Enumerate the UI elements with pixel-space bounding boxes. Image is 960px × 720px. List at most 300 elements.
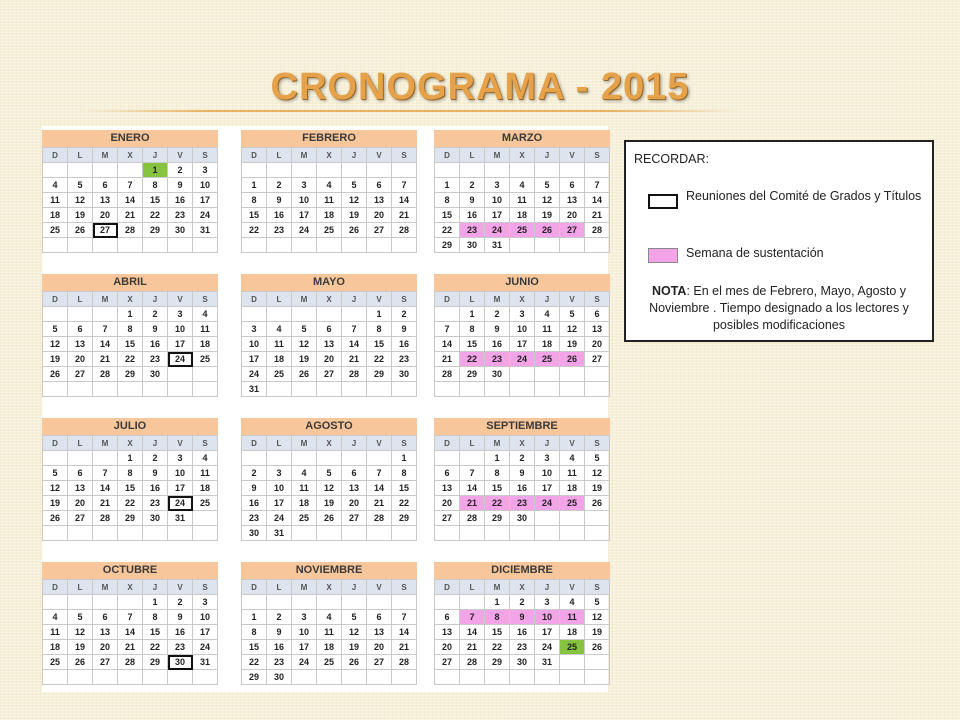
day-cell: 7: [460, 466, 485, 481]
day-cell: 25: [317, 223, 342, 238]
week-row: [242, 367, 417, 382]
weekday-label: J: [535, 436, 560, 451]
day-cell: 16: [510, 625, 535, 640]
day-cell: 28: [342, 367, 367, 382]
day-cell: 26: [535, 223, 560, 238]
title-underline: [80, 110, 740, 112]
week-row: [435, 322, 610, 337]
weekday-row: [242, 148, 417, 163]
weekday-label: S: [193, 148, 218, 163]
empty-cell: [367, 382, 392, 397]
week-row: [435, 367, 610, 382]
day-cell: 17: [535, 625, 560, 640]
day-cell: 19: [68, 640, 93, 655]
day-cell: 24: [193, 640, 218, 655]
day-cell: 15: [118, 337, 143, 352]
empty-cell: [93, 382, 118, 397]
month-title: ABRIL: [42, 274, 218, 291]
empty-cell: [367, 670, 392, 685]
day-cell: 3: [292, 610, 317, 625]
month-junio: [434, 274, 610, 397]
week-row: [242, 163, 417, 178]
empty-cell: [485, 670, 510, 685]
day-cell: 5: [585, 451, 610, 466]
day-cell: 6: [93, 610, 118, 625]
empty-cell: [560, 655, 585, 670]
day-cell: 27: [435, 511, 460, 526]
day-cell: 7: [118, 610, 143, 625]
empty-cell: [292, 382, 317, 397]
day-cell: 11: [292, 481, 317, 496]
day-cell: 7: [93, 322, 118, 337]
empty-cell: [585, 670, 610, 685]
defense-week-swatch: [648, 248, 678, 263]
day-cell: 3: [535, 451, 560, 466]
day-cell: 7: [93, 466, 118, 481]
week-row: [43, 466, 218, 481]
empty-cell: [560, 670, 585, 685]
day-cell: 7: [460, 610, 485, 625]
day-cell: 27: [435, 655, 460, 670]
week-row: [242, 382, 417, 397]
empty-cell: [535, 526, 560, 541]
empty-cell: [460, 670, 485, 685]
empty-cell: [93, 451, 118, 466]
day-cell: 29: [460, 367, 485, 382]
weekday-label: M: [93, 148, 118, 163]
empty-cell: [435, 307, 460, 322]
month-title: AGOSTO: [241, 418, 417, 435]
empty-cell: [168, 670, 193, 685]
day-cell: 5: [68, 178, 93, 193]
weekday-label: X: [510, 436, 535, 451]
day-cell: 23: [510, 640, 535, 655]
day-cell: 14: [93, 337, 118, 352]
day-cell: 17: [242, 352, 267, 367]
day-cell: 28: [118, 223, 143, 238]
weekday-label: J: [143, 580, 168, 595]
day-cell: 1: [242, 178, 267, 193]
week-row: [435, 178, 610, 193]
weekday-label: L: [267, 580, 292, 595]
week-row: [435, 655, 610, 670]
day-cell: 17: [535, 481, 560, 496]
weekday-label: V: [560, 580, 585, 595]
day-cell: 24: [168, 352, 193, 367]
day-cell: 25: [560, 640, 585, 655]
day-cell: 5: [535, 178, 560, 193]
weekday-label: X: [118, 580, 143, 595]
day-cell: 19: [317, 496, 342, 511]
weekday-label: S: [193, 292, 218, 307]
month-noviembre: [241, 562, 417, 685]
day-cell: 19: [342, 208, 367, 223]
day-cell: 25: [267, 367, 292, 382]
empty-cell: [560, 238, 585, 253]
day-cell: 28: [460, 655, 485, 670]
month-agosto: [241, 418, 417, 541]
month-mayo: [241, 274, 417, 397]
week-row: [242, 511, 417, 526]
empty-cell: [460, 382, 485, 397]
week-row: [43, 223, 218, 238]
month-title: ENERO: [42, 130, 218, 147]
empty-cell: [342, 670, 367, 685]
day-cell: 26: [342, 223, 367, 238]
day-cell: 25: [43, 655, 68, 670]
weekday-label: X: [317, 148, 342, 163]
day-cell: 12: [68, 193, 93, 208]
empty-cell: [460, 451, 485, 466]
day-cell: 8: [118, 466, 143, 481]
weekday-label: S: [193, 436, 218, 451]
week-row: [435, 526, 610, 541]
week-row: [435, 451, 610, 466]
week-row: [43, 307, 218, 322]
day-cell: 23: [267, 223, 292, 238]
weekday-label: V: [367, 436, 392, 451]
day-cell: 4: [510, 178, 535, 193]
day-cell: 20: [585, 337, 610, 352]
empty-cell: [535, 238, 560, 253]
weekday-row: [435, 436, 610, 451]
empty-cell: [535, 367, 560, 382]
month-enero: [42, 130, 218, 253]
day-cell: 11: [317, 625, 342, 640]
weekday-label: M: [292, 292, 317, 307]
empty-cell: [485, 526, 510, 541]
day-cell: 30: [510, 511, 535, 526]
day-cell: 26: [43, 367, 68, 382]
day-cell: 24: [267, 511, 292, 526]
week-row: [43, 670, 218, 685]
day-cell: 8: [143, 610, 168, 625]
empty-cell: [510, 163, 535, 178]
day-cell: 15: [460, 337, 485, 352]
day-cell: 29: [392, 511, 417, 526]
week-row: [435, 595, 610, 610]
empty-cell: [435, 382, 460, 397]
empty-cell: [118, 163, 143, 178]
day-cell: 10: [292, 625, 317, 640]
empty-cell: [317, 163, 342, 178]
weekday-label: V: [168, 292, 193, 307]
day-cell: 30: [168, 223, 193, 238]
day-cell: 14: [392, 193, 417, 208]
empty-cell: [118, 595, 143, 610]
month-grid: [42, 291, 218, 397]
day-cell: 28: [392, 655, 417, 670]
empty-cell: [560, 511, 585, 526]
empty-cell: [317, 526, 342, 541]
day-cell: 6: [68, 466, 93, 481]
weekday-label: J: [535, 292, 560, 307]
day-cell: 16: [267, 640, 292, 655]
week-row: [242, 208, 417, 223]
day-cell: 19: [585, 625, 610, 640]
day-cell: 19: [535, 208, 560, 223]
day-cell: 19: [292, 352, 317, 367]
day-cell: 30: [143, 511, 168, 526]
day-cell: 13: [435, 481, 460, 496]
day-cell: 1: [118, 307, 143, 322]
week-row: [242, 223, 417, 238]
week-row: [435, 307, 610, 322]
empty-cell: [342, 595, 367, 610]
day-cell: 11: [43, 193, 68, 208]
empty-cell: [68, 670, 93, 685]
day-cell: 4: [43, 178, 68, 193]
day-cell: 18: [43, 640, 68, 655]
day-cell: 19: [342, 640, 367, 655]
weekday-label: L: [460, 436, 485, 451]
day-cell: 26: [68, 223, 93, 238]
empty-cell: [460, 526, 485, 541]
empty-cell: [342, 163, 367, 178]
empty-cell: [68, 163, 93, 178]
empty-cell: [93, 595, 118, 610]
weekday-label: S: [392, 436, 417, 451]
weekday-label: J: [143, 436, 168, 451]
empty-cell: [267, 307, 292, 322]
empty-cell: [292, 595, 317, 610]
day-cell: 11: [317, 193, 342, 208]
weekday-label: M: [292, 580, 317, 595]
week-row: [435, 466, 610, 481]
week-row: [242, 481, 417, 496]
empty-cell: [193, 670, 218, 685]
weekday-label: V: [168, 436, 193, 451]
week-row: [242, 655, 417, 670]
day-cell: 9: [392, 322, 417, 337]
day-cell: 28: [367, 511, 392, 526]
empty-cell: [242, 595, 267, 610]
week-row: [435, 670, 610, 685]
day-cell: 12: [342, 625, 367, 640]
week-row: [435, 511, 610, 526]
day-cell: 13: [93, 625, 118, 640]
empty-cell: [93, 163, 118, 178]
day-cell: 19: [43, 352, 68, 367]
day-cell: 6: [560, 178, 585, 193]
empty-cell: [435, 670, 460, 685]
page-title: CRONOGRAMA - 2015: [270, 66, 690, 108]
day-cell: 1: [460, 307, 485, 322]
empty-cell: [93, 670, 118, 685]
weekday-label: M: [485, 436, 510, 451]
weekday-label: V: [168, 148, 193, 163]
day-cell: 18: [560, 625, 585, 640]
day-cell: 30: [510, 655, 535, 670]
day-cell: 25: [510, 223, 535, 238]
empty-cell: [535, 382, 560, 397]
day-cell: 24: [292, 655, 317, 670]
week-row: [43, 163, 218, 178]
day-cell: 18: [292, 496, 317, 511]
day-cell: 10: [510, 322, 535, 337]
weekday-label: D: [242, 436, 267, 451]
month-grid: [434, 579, 610, 685]
weekday-row: [43, 580, 218, 595]
week-row: [43, 193, 218, 208]
day-cell: 10: [193, 178, 218, 193]
day-cell: 18: [510, 208, 535, 223]
week-row: [242, 178, 417, 193]
day-cell: 26: [68, 655, 93, 670]
day-cell: 11: [193, 322, 218, 337]
day-cell: 12: [560, 322, 585, 337]
day-cell: 24: [168, 496, 193, 511]
weekday-label: S: [585, 148, 610, 163]
day-cell: 12: [585, 466, 610, 481]
day-cell: 25: [43, 223, 68, 238]
week-row: [43, 352, 218, 367]
day-cell: 18: [317, 640, 342, 655]
empty-cell: [168, 238, 193, 253]
weekday-label: X: [118, 436, 143, 451]
day-cell: 2: [267, 178, 292, 193]
empty-cell: [193, 367, 218, 382]
weekday-label: S: [585, 580, 610, 595]
calendar-area: [42, 126, 608, 692]
day-cell: 13: [585, 322, 610, 337]
day-cell: 20: [342, 496, 367, 511]
empty-cell: [242, 451, 267, 466]
day-cell: 11: [193, 466, 218, 481]
day-cell: 6: [317, 322, 342, 337]
day-cell: 13: [367, 625, 392, 640]
week-row: [43, 640, 218, 655]
empty-cell: [193, 511, 218, 526]
day-cell: 7: [585, 178, 610, 193]
week-row: [435, 352, 610, 367]
day-cell: 22: [485, 496, 510, 511]
day-cell: 21: [342, 352, 367, 367]
day-cell: 2: [242, 466, 267, 481]
month-title: FEBRERO: [241, 130, 417, 147]
empty-cell: [68, 526, 93, 541]
day-cell: 12: [585, 610, 610, 625]
empty-cell: [267, 595, 292, 610]
weekday-label: S: [392, 292, 417, 307]
day-cell: 22: [485, 640, 510, 655]
day-cell: 4: [317, 610, 342, 625]
day-cell: 14: [585, 193, 610, 208]
day-cell: 22: [143, 640, 168, 655]
day-cell: 26: [585, 496, 610, 511]
weekday-label: M: [292, 148, 317, 163]
empty-cell: [193, 238, 218, 253]
day-cell: 14: [460, 625, 485, 640]
week-row: [43, 481, 218, 496]
day-cell: 14: [118, 625, 143, 640]
empty-cell: [585, 526, 610, 541]
day-cell: 1: [485, 595, 510, 610]
day-cell: 24: [535, 640, 560, 655]
empty-cell: [43, 307, 68, 322]
week-row: [435, 208, 610, 223]
day-cell: 7: [367, 466, 392, 481]
weekday-label: D: [435, 580, 460, 595]
day-cell: 22: [118, 496, 143, 511]
day-cell: 4: [193, 451, 218, 466]
empty-cell: [43, 526, 68, 541]
day-cell: 22: [242, 223, 267, 238]
day-cell: 8: [392, 466, 417, 481]
week-row: [43, 208, 218, 223]
day-cell: 28: [118, 655, 143, 670]
day-cell: 31: [485, 238, 510, 253]
day-cell: 18: [193, 481, 218, 496]
weekday-label: D: [242, 292, 267, 307]
day-cell: 10: [168, 466, 193, 481]
day-cell: 27: [68, 511, 93, 526]
day-cell: 27: [68, 367, 93, 382]
weekday-label: D: [43, 148, 68, 163]
day-cell: 30: [168, 655, 193, 670]
weekday-label: V: [367, 148, 392, 163]
day-cell: 4: [292, 466, 317, 481]
day-cell: 27: [342, 511, 367, 526]
weekday-label: X: [118, 292, 143, 307]
empty-cell: [510, 238, 535, 253]
day-cell: 26: [292, 367, 317, 382]
weekday-row: [43, 292, 218, 307]
weekday-label: L: [460, 292, 485, 307]
weekday-label: V: [560, 292, 585, 307]
day-cell: 24: [292, 223, 317, 238]
weekday-label: M: [292, 436, 317, 451]
day-cell: 31: [267, 526, 292, 541]
day-cell: 1: [392, 451, 417, 466]
empty-cell: [93, 307, 118, 322]
day-cell: 20: [68, 496, 93, 511]
day-cell: 5: [342, 610, 367, 625]
day-cell: 2: [392, 307, 417, 322]
day-cell: 7: [392, 178, 417, 193]
weekday-label: D: [435, 292, 460, 307]
weekday-label: M: [485, 580, 510, 595]
day-cell: 23: [168, 208, 193, 223]
empty-cell: [367, 238, 392, 253]
week-row: [43, 655, 218, 670]
weekday-label: D: [43, 436, 68, 451]
empty-cell: [485, 382, 510, 397]
weekday-label: J: [143, 148, 168, 163]
legend-box: [624, 140, 934, 342]
day-cell: 2: [460, 178, 485, 193]
day-cell: 26: [342, 655, 367, 670]
weekday-label: L: [267, 148, 292, 163]
day-cell: 9: [510, 610, 535, 625]
empty-cell: [143, 238, 168, 253]
day-cell: 22: [367, 352, 392, 367]
day-cell: 20: [367, 208, 392, 223]
weekday-label: X: [317, 436, 342, 451]
weekday-label: V: [168, 580, 193, 595]
day-cell: 27: [585, 352, 610, 367]
day-cell: 6: [435, 610, 460, 625]
day-cell: 17: [168, 337, 193, 352]
week-row: [435, 496, 610, 511]
day-cell: 10: [193, 610, 218, 625]
day-cell: 6: [435, 466, 460, 481]
day-cell: 8: [460, 322, 485, 337]
day-cell: 15: [242, 208, 267, 223]
empty-cell: [485, 163, 510, 178]
day-cell: 2: [168, 163, 193, 178]
day-cell: 6: [367, 178, 392, 193]
